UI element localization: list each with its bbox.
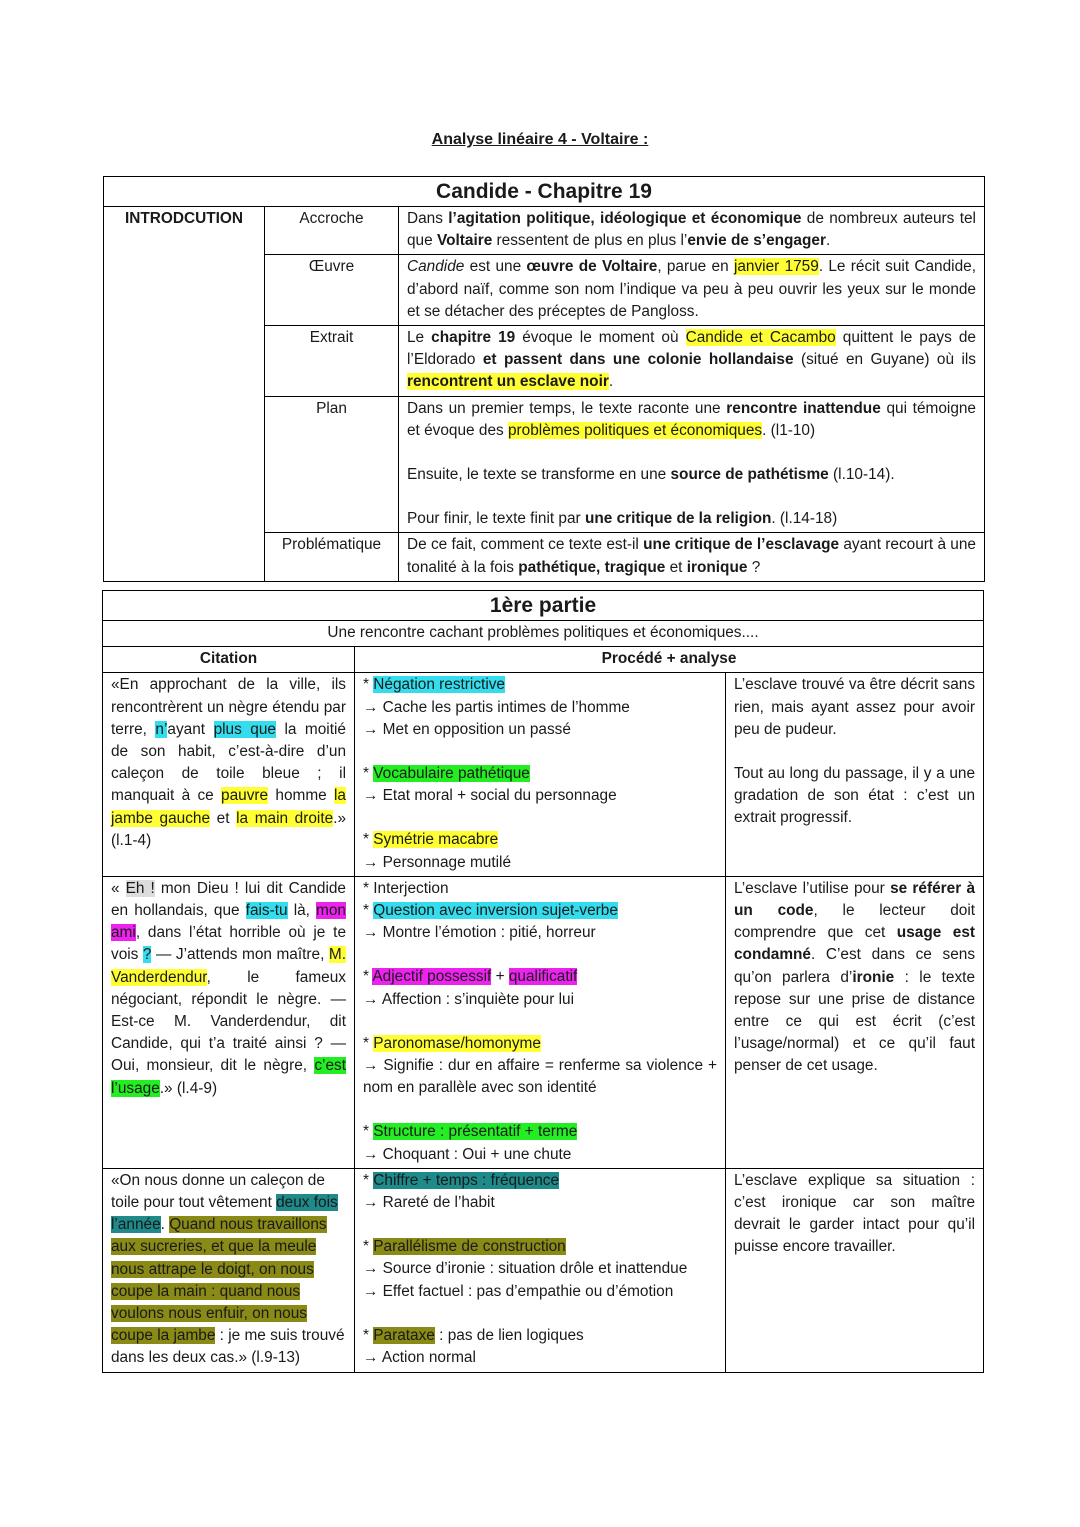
col-citation: Citation — [103, 647, 355, 673]
col-procede: Procédé + analyse — [355, 647, 984, 673]
part1-table — [102, 590, 984, 1373]
analyse-1: L’esclave trouvé va être décrit sans rien, mais ayant assez pour avoir peu de pudeur. Tout au long du passage, il y a une gradation de son état : c’est un extrait progressif. — [726, 673, 984, 876]
label-plan: Plan — [265, 396, 399, 533]
label-oeuvre: Œuvre — [265, 255, 399, 326]
plan-text: Dans un premier temps, le texte raconte une rencontre inattendue qui témoigne et évoque des problèmes politiques et économiques. (l1-10) Ensuite, le texte se transforme en une source de pathétisme (l.10-14). Pour finir, le texte finit par une critique de la religion. (l.14-18) — [399, 396, 985, 533]
problematique-text: De ce fait, comment ce texte est-il une critique de l’esclavage ayant recourt à une tonalité à la fois pathétique, tragique et ironique ? — [399, 533, 985, 581]
part1-subtitle: Une rencontre cachant problèmes politiques et économiques.... — [103, 621, 984, 647]
citation-3: «On nous donne un caleçon de toile pour tout vêtement deux fois l’année. Quand nous travaillons aux sucreries, et que la meule nous attrape le doigt, on nous coupe la main : quand nous voulons nous enfuir, on nous coupe la jambe : je me suis trouvé dans les deux cas.» (l.9-13) — [103, 1168, 355, 1372]
accroche-text: Dans l’agitation politique, idéologique et économique de nombreux auteurs tel que Voltaire ressentent de plus en plus l’envie de s’engager. — [399, 207, 985, 255]
extrait-text: Le chapitre 19 évoque le moment où Candide et Cacambo quittent le pays de l’Eldorado et passent dans une colonie hollandaise (situé en Guyane) où ils rencontrent un esclave noir. — [399, 326, 985, 397]
procede-3: * Chiffre + temps : fréquence → Rareté de l’habit * Parallélisme de construction → Source d’ironie : situation drôle et inattendue → Effet factuel : pas d’empathie ou d’émotion * Parataxe : pas de lien logiques → Action normal — [355, 1168, 726, 1372]
label-extrait: Extrait — [265, 326, 399, 397]
citation-1: «En approchant de la ville, ils rencontrèrent un nègre étendu par terre, n’ayant plus que la moitié de son habit, c’est-à-dire d’un caleçon de toile bleue ; il manquait à ce pauvre homme la jambe gauche et la main droite.» (l.1-4) — [103, 673, 355, 876]
part1-heading: 1ère partie — [103, 591, 984, 621]
label-accroche: Accroche — [265, 207, 399, 255]
introduction-table — [103, 176, 985, 582]
citation-2: « Eh ! mon Dieu ! lui dit Candide en hollandais, que fais-tu là, mon ami, dans l’état horrible où je te vois ? — J’attends mon maître, M. Vanderdendur, le fameux négociant, répondit le nègre. — Est-ce M. Vanderdendur, dit Candide, qui t’a traité ainsi ? — Oui, monsieur, dit le nègre, c’est l’usage.» (l.4-9) — [103, 876, 355, 1168]
intro-section-label: INTRODCUTION — [104, 207, 265, 582]
page-title: Analyse linéaire 4 - Voltaire : — [431, 131, 649, 148]
procede-2: * Interjection * Question avec inversion sujet-verbe → Montre l’émotion : pitié, horreur * Adjectif possessif + qualificatif → Affection : s’inquiète pour lui * Paronomase/homonyme → Signifie : dur en affaire = renferme sa violence + nom en parallèle avec son identité * Structure : présentatif + terme → Choquant : Oui + une chute — [355, 876, 726, 1168]
procede-1: * Négation restrictive → Cache les partis intimes de l’homme → Met en opposition un passé * Vocabulaire pathétique → Etat moral + social du personnage * Symétrie macabre → Personnage mutilé — [355, 673, 726, 876]
analyse-2: L’esclave l’utilise pour se référer à un code, le lecteur doit comprendre que cet usage est condamné. C’est dans ce sens qu’on parlera d’ironie : le texte repose sur une prise de distance entre ce qui est écrit (c’est l’usage/normal) et ce qu’il faut penser de cet usage. — [726, 876, 984, 1168]
oeuvre-text: Candide est une œuvre de Voltaire, parue en janvier 1759. Le récit suit Candide, d’abord naïf, comme son nom l’indique va peu à peu ouvrir les yeux sur le monde et se détacher des préceptes de Pangloss. — [399, 255, 985, 326]
intro-heading: Candide - Chapitre 19 — [104, 177, 985, 207]
analyse-3: L’esclave explique sa situation : c’est ironique car son maître devrait le garder intact pour qu’il puisse encore travailler. — [726, 1168, 984, 1372]
label-problematique: Problématique — [265, 533, 399, 581]
